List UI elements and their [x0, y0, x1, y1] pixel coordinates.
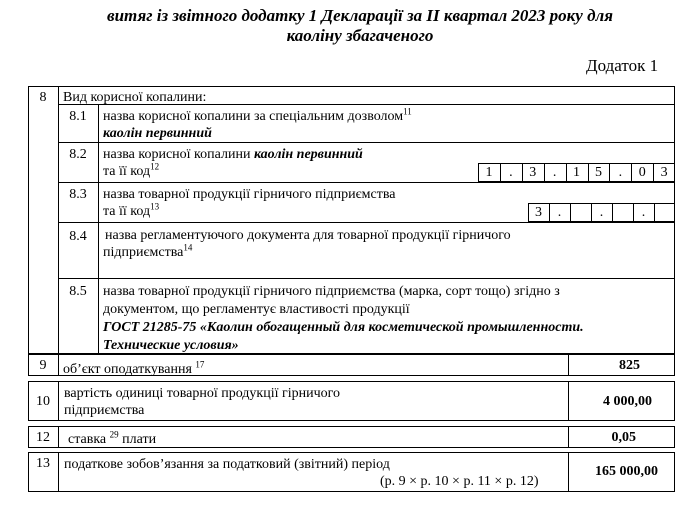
row8-sub-divider-2: [58, 142, 675, 143]
row82-code-cell: .: [509, 165, 513, 180]
row84-label: назва регламентуючого документа для товарної продукції гірничого: [105, 228, 511, 243]
row82-code-cell-divider: [631, 163, 632, 182]
row13-formula: (р. 9 × р. 10 × р. 11 × р. 12): [380, 474, 539, 489]
row12-label: ставка $^{29}$ плати: [68, 429, 157, 447]
row82-code-cell: 1: [485, 165, 493, 180]
row83-code-cell: 3: [535, 205, 542, 220]
row82-code-cell: .: [618, 165, 623, 180]
row13-value: 165 000,00: [595, 464, 658, 479]
row82-code-cell: 1: [573, 165, 581, 180]
row83-code-cell-divider: [654, 203, 655, 222]
row81-label: назва корисної копалини за спеціальним дозволом$^{11}$: [103, 106, 412, 124]
row12-value: 0,05: [611, 430, 636, 445]
row8-sub-divider-4: [58, 222, 675, 223]
row9-value: 825: [619, 358, 640, 373]
row82-code-cell: 3: [660, 165, 668, 180]
row8-num-divider: [58, 86, 59, 354]
row83-code-cell: .: [599, 205, 604, 220]
row8-label: Вид корисної копалини:: [63, 90, 207, 105]
row84-number: 8.4: [69, 229, 87, 244]
row81-value: каолін первинний: [103, 126, 212, 141]
row83-code-cell-divider: [549, 203, 550, 222]
row82-code-cell: 3: [529, 165, 537, 180]
row82-code-cell: 0: [638, 165, 646, 180]
row82-code-cell: 5: [594, 165, 602, 180]
row82-code-cell-divider: [653, 163, 654, 182]
row82-code-cell-divider: [566, 163, 567, 182]
annex-label: Додаток 1: [586, 56, 659, 75]
row13-line1: податкове зобов’язання за податковий (звітний) період: [64, 457, 390, 472]
row85-value2: Технические условия»: [103, 338, 239, 353]
row83-number: 8.3: [69, 187, 87, 202]
row10-value: 4 000,00: [603, 394, 652, 409]
row83-label: назва товарної продукції гірничого підприємства: [103, 187, 396, 202]
row83-code-cell-divider: [633, 203, 634, 222]
row83-code-cell: .: [557, 205, 562, 220]
row83-code-cell-divider: [591, 203, 592, 222]
row10-line2: підприємства: [64, 403, 145, 418]
row13-num-divider: [58, 452, 59, 492]
row9-num-divider: [58, 354, 59, 376]
row10-num-divider: [58, 381, 59, 421]
row82-code-cell-divider: [522, 163, 523, 182]
row85-value1: ГОСТ 21285-75 «Каолин обогащенный для косметической промышленности.: [103, 320, 584, 335]
row83-code-cell: .: [641, 205, 646, 220]
row85-line1: назва товарної продукції гірничого підприємства (марка, сорт тощо) згідно з: [103, 284, 560, 299]
row82-code-cell-divider: [609, 163, 610, 182]
row85-number: 8.5: [69, 284, 87, 299]
row82-number: 8.2: [69, 147, 87, 162]
document-title-line1: витяг із звітного додатку 1 Декларації за II квартал 2023 року для: [106, 6, 614, 25]
row12-num-divider: [58, 426, 59, 448]
row83-label2: та її код$^{13}$: [103, 201, 160, 219]
row82-code-cell: .: [552, 165, 557, 180]
row8-sub-divider-3: [58, 182, 675, 183]
row13-number: 13: [36, 456, 50, 471]
row82-code-cell-divider: [588, 163, 589, 182]
row8-sub-divider-5: [58, 278, 675, 279]
row12-number: 12: [36, 430, 50, 445]
row10-number: 10: [36, 394, 50, 409]
row82-label2: та її код$^{12}$: [103, 161, 160, 179]
row9-number: 9: [39, 358, 47, 373]
row84-label2: підприємства$^{14}$: [103, 242, 193, 260]
row82-label: назва корисної копалини каолін первинний: [103, 147, 363, 162]
row9-label: об’єкт оподаткування $^{17}$: [63, 359, 205, 377]
row83-code-cell-divider: [612, 203, 613, 222]
row82-value: каолін первинний: [253, 147, 363, 162]
row81-number: 8.1: [69, 109, 87, 124]
row82-code-cell-divider: [544, 163, 545, 182]
row8-number: 8: [39, 90, 47, 105]
row83-code-cell-divider: [570, 203, 571, 222]
row82-code-cell-divider: [500, 163, 501, 182]
document-title-line2: каоліну збагаченого: [286, 26, 434, 45]
row85-line2: документом, що регламентує властивості продукції: [103, 302, 410, 317]
row10-line1: вартість одиниці товарної продукції гірничого: [64, 386, 341, 401]
